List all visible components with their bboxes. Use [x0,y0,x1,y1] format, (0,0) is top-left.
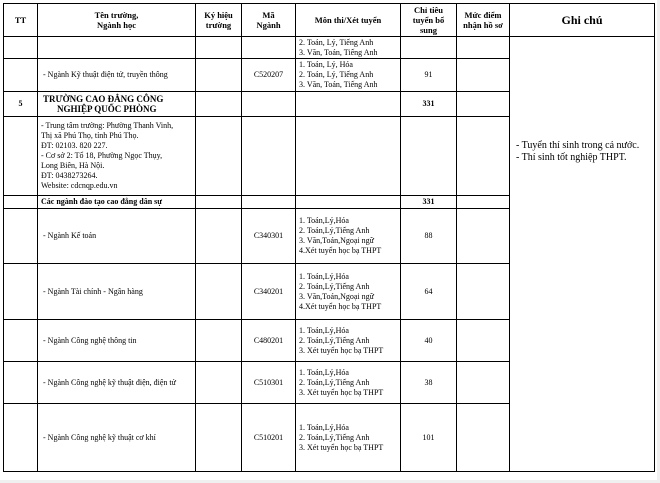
quota-cell: 331 [401,196,457,209]
subjects-cell: 1. Toán,Lý,Hóa 2. Toán,Lý,Tiếng Anh 3. Xét tuyển học bạ THPT [296,362,401,404]
subjects-cell: 1. Toán,Lý,Hóa 2. Toán,Lý,Tiếng Anh 3. Văn,Toán,Ngoại ngữ 4.Xét tuyển học bạ THPT [296,209,401,264]
quota-cell: 38 [401,362,457,404]
major-code: C480201 [242,320,296,362]
subjects-cell: 2. Toán, Lý, Tiếng Anh 3. Văn, Toán, Tiếng Anh [296,37,401,59]
section-label: Các ngành đào tạo cao đẳng dân sự [38,196,196,209]
header-score: Mức điểm nhận hồ sơ [457,4,510,37]
major-name: - Ngành Kỹ thuật điện tử, truyền thông [38,59,196,92]
major-name: - Ngành Công nghệ kỹ thuật điện, điện tử [38,362,196,404]
row-number: 5 [4,92,38,117]
major-code: C520207 [242,59,296,92]
subjects-cell: 1. Toán,Lý,Hóa 2. Toán,Lý,Tiếng Anh 3. Xét tuyển học bạ THPT [296,320,401,362]
header-subjects: Môn thi/Xét tuyển [296,4,401,37]
quota-cell: 88 [401,209,457,264]
quota-cell: 91 [401,59,457,92]
major-code: C340201 [242,264,296,320]
school-name: TRƯỜNG CAO ĐẲNG CÔNG NGHIỆP QUỐC PHÒNG [38,92,196,117]
header-row [4,4,655,37]
school-address: - Trung tâm trường: Phường Thanh Vinh, Thị xã Phú Thọ, tỉnh Phú Thọ. ĐT: 02103. 820 227. - Cơ sở 2: Tổ 18, Phường Ngọc Thụy, Long Biên, Hà Nội. ĐT: 0438273264. Website: cdcnqp.edu.vn [38,117,196,196]
admissions-table [3,3,655,472]
subjects-cell: 1. Toán, Lý, Hóa 2. Toán, Lý, Tiếng Anh 3. Văn, Toán, Tiếng Anh [296,59,401,92]
note-line: - Tuyển thí sinh trong cả nước. [516,140,640,151]
quota-cell: 101 [401,404,457,472]
subjects-cell: 1. Toán,Lý,Hóa 2. Toán,Lý,Tiếng Anh 3. Xét tuyển học bạ THPT [296,404,401,472]
header-symbol: Ký hiệu trường [196,4,242,37]
header-code: Mã Ngành [242,4,296,37]
header-notes: Ghi chú [510,4,655,37]
quota-cell: 64 [401,264,457,320]
header-quota: Chỉ tiêu tuyển bổ sung [401,4,457,37]
major-name: - Ngành Kế toán [38,209,196,264]
header-school: Tên trường, Ngành học [38,4,196,37]
quota-cell: 331 [401,92,457,117]
major-name: - Ngành Công nghệ kỹ thuật cơ khí [38,404,196,472]
note-line: - Thí sinh tốt nghiệp THPT. [516,152,627,163]
quota-cell: 40 [401,320,457,362]
major-name: - Ngành Công nghệ thông tin [38,320,196,362]
major-code: C510301 [242,362,296,404]
header-tt: TT [4,4,38,37]
major-code: C340301 [242,209,296,264]
major-name: - Ngành Tài chính - Ngân hàng [38,264,196,320]
subjects-cell: 1. Toán,Lý,Hóa 2. Toán,Lý,Tiếng Anh 3. Văn,Toán,Ngoại ngữ 4.Xét tuyển học bạ THPT [296,264,401,320]
table-row [4,37,655,59]
notes-cell [510,37,655,472]
major-code: C510201 [242,404,296,472]
